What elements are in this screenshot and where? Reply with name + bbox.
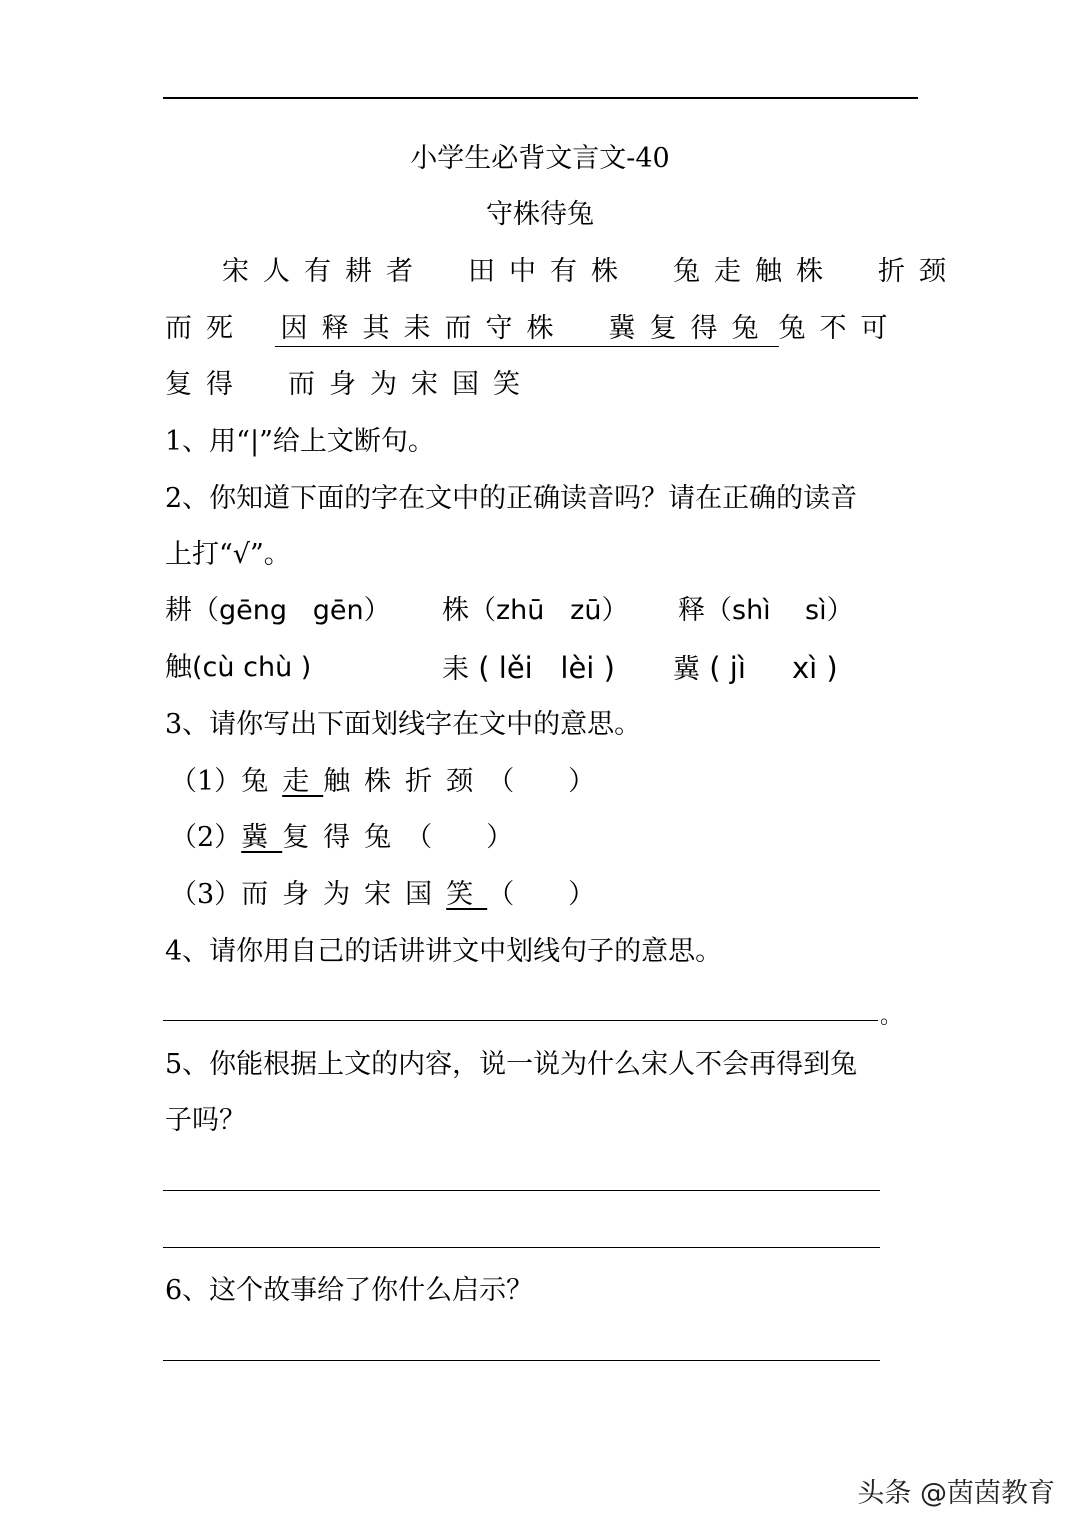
- pinyin-option[interactable]: zū: [570, 595, 602, 626]
- pinyin-char: 耒: [442, 654, 469, 685]
- underlined-char: 走: [282, 766, 324, 797]
- text-seg: 兔走触株: [673, 256, 837, 287]
- answer-blank[interactable]: （ ）: [487, 766, 596, 797]
- watermark: 头条 @茵茵教育: [857, 1478, 1055, 1509]
- underlined-char: 冀: [241, 822, 283, 853]
- question-6: 6、这个故事给了你什么启示？: [165, 1275, 534, 1306]
- text-seg: 复得: [165, 369, 247, 400]
- answer-blank[interactable]: （ ）: [487, 879, 596, 910]
- answer-line[interactable]: [163, 1247, 880, 1248]
- text-line-3: [165, 368, 534, 402]
- pinyin-item-lei: 耒 ( lěi lèi ): [442, 651, 615, 685]
- text-seg: 田中有株: [468, 256, 632, 287]
- answer-blank[interactable]: （ ）: [405, 822, 514, 853]
- doc-title: 小学生必背文言文-40: [410, 143, 670, 174]
- item-text: 复得兔: [282, 822, 406, 853]
- question-2-line-1: 2、你知道下面的字在文中的正确读音吗？请在正确的读音: [165, 483, 858, 514]
- text-seg: 宋人有耕者: [222, 256, 427, 287]
- header-rule: [163, 97, 918, 99]
- item-text: 触株折颈: [323, 766, 488, 797]
- pinyin-option[interactable]: lèi: [560, 651, 595, 685]
- pinyin-item-geng: 耕（gēng gēn）: [165, 595, 391, 626]
- answer-end-mark: 。: [880, 1004, 903, 1029]
- text-line-1: [222, 255, 960, 289]
- pinyin-option[interactable]: sì: [805, 595, 827, 626]
- pinyin-option[interactable]: shì: [732, 595, 771, 626]
- pinyin-option[interactable]: jì: [729, 651, 746, 685]
- item-number: （1）: [170, 766, 242, 797]
- underlined-sentence: [275, 312, 779, 347]
- text-seg: 而死: [165, 313, 247, 344]
- q3-item-3: [170, 878, 595, 912]
- question-5-line-2: 子吗？: [165, 1105, 246, 1136]
- pinyin-option[interactable]: cù: [202, 652, 235, 683]
- pinyin-item-ji: 冀 ( jì xì ): [673, 651, 838, 685]
- answer-line[interactable]: [163, 1360, 880, 1361]
- question-2-line-2: 上打“√”。: [165, 539, 291, 570]
- question-3: 3、请你写出下面划线字在文中的意思。: [165, 709, 642, 740]
- question-5-line-1: 5、你能根据上文的内容，说一说为什么宋人不会再得到兔: [165, 1049, 858, 1080]
- pinyin-option[interactable]: lěi: [498, 651, 533, 685]
- pinyin-option[interactable]: xì: [791, 651, 818, 685]
- text-seg: 兔不可: [778, 313, 902, 344]
- text-seg: 而身为宋国笑: [288, 369, 534, 400]
- answer-line[interactable]: [163, 1020, 878, 1021]
- pinyin-char: 冀: [673, 654, 700, 685]
- pinyin-option[interactable]: gēn: [312, 595, 364, 626]
- pinyin-char: 株: [442, 595, 469, 626]
- doc-subtitle: 守株待兔: [486, 199, 594, 230]
- pinyin-option[interactable]: gēng: [219, 595, 288, 626]
- pinyin-char: 触: [165, 652, 192, 683]
- item-text: 而身为宋国: [241, 879, 447, 910]
- answer-line[interactable]: [163, 1190, 880, 1191]
- item-number: （3）: [170, 879, 242, 910]
- question-1: 1、用“|”给上文断句。: [165, 426, 435, 457]
- pinyin-char: 释: [678, 595, 705, 626]
- item-number: （2）: [170, 822, 242, 853]
- text-seg: 折颈: [878, 256, 960, 287]
- question-4: 4、请你用自己的话讲讲文中划线句子的意思。: [165, 936, 723, 967]
- pinyin-option[interactable]: chù: [243, 652, 293, 683]
- q3-item-1: [170, 765, 595, 799]
- pinyin-item-zhu: 株（zhū zū）: [442, 595, 629, 626]
- pinyin-item-shi: 释（shì sì）: [678, 595, 854, 626]
- pinyin-option[interactable]: zhū: [496, 595, 545, 626]
- item-text: 兔: [241, 766, 283, 797]
- pinyin-char: 耕: [165, 595, 192, 626]
- pinyin-item-chu: 触(cù chù ): [165, 652, 312, 683]
- text-seg: 冀复得兔: [608, 313, 773, 344]
- q3-item-2: [170, 821, 513, 855]
- text-line-2: [165, 312, 902, 347]
- underlined-char: 笑: [446, 879, 488, 910]
- text-seg: 因释其耒而守株: [280, 313, 568, 344]
